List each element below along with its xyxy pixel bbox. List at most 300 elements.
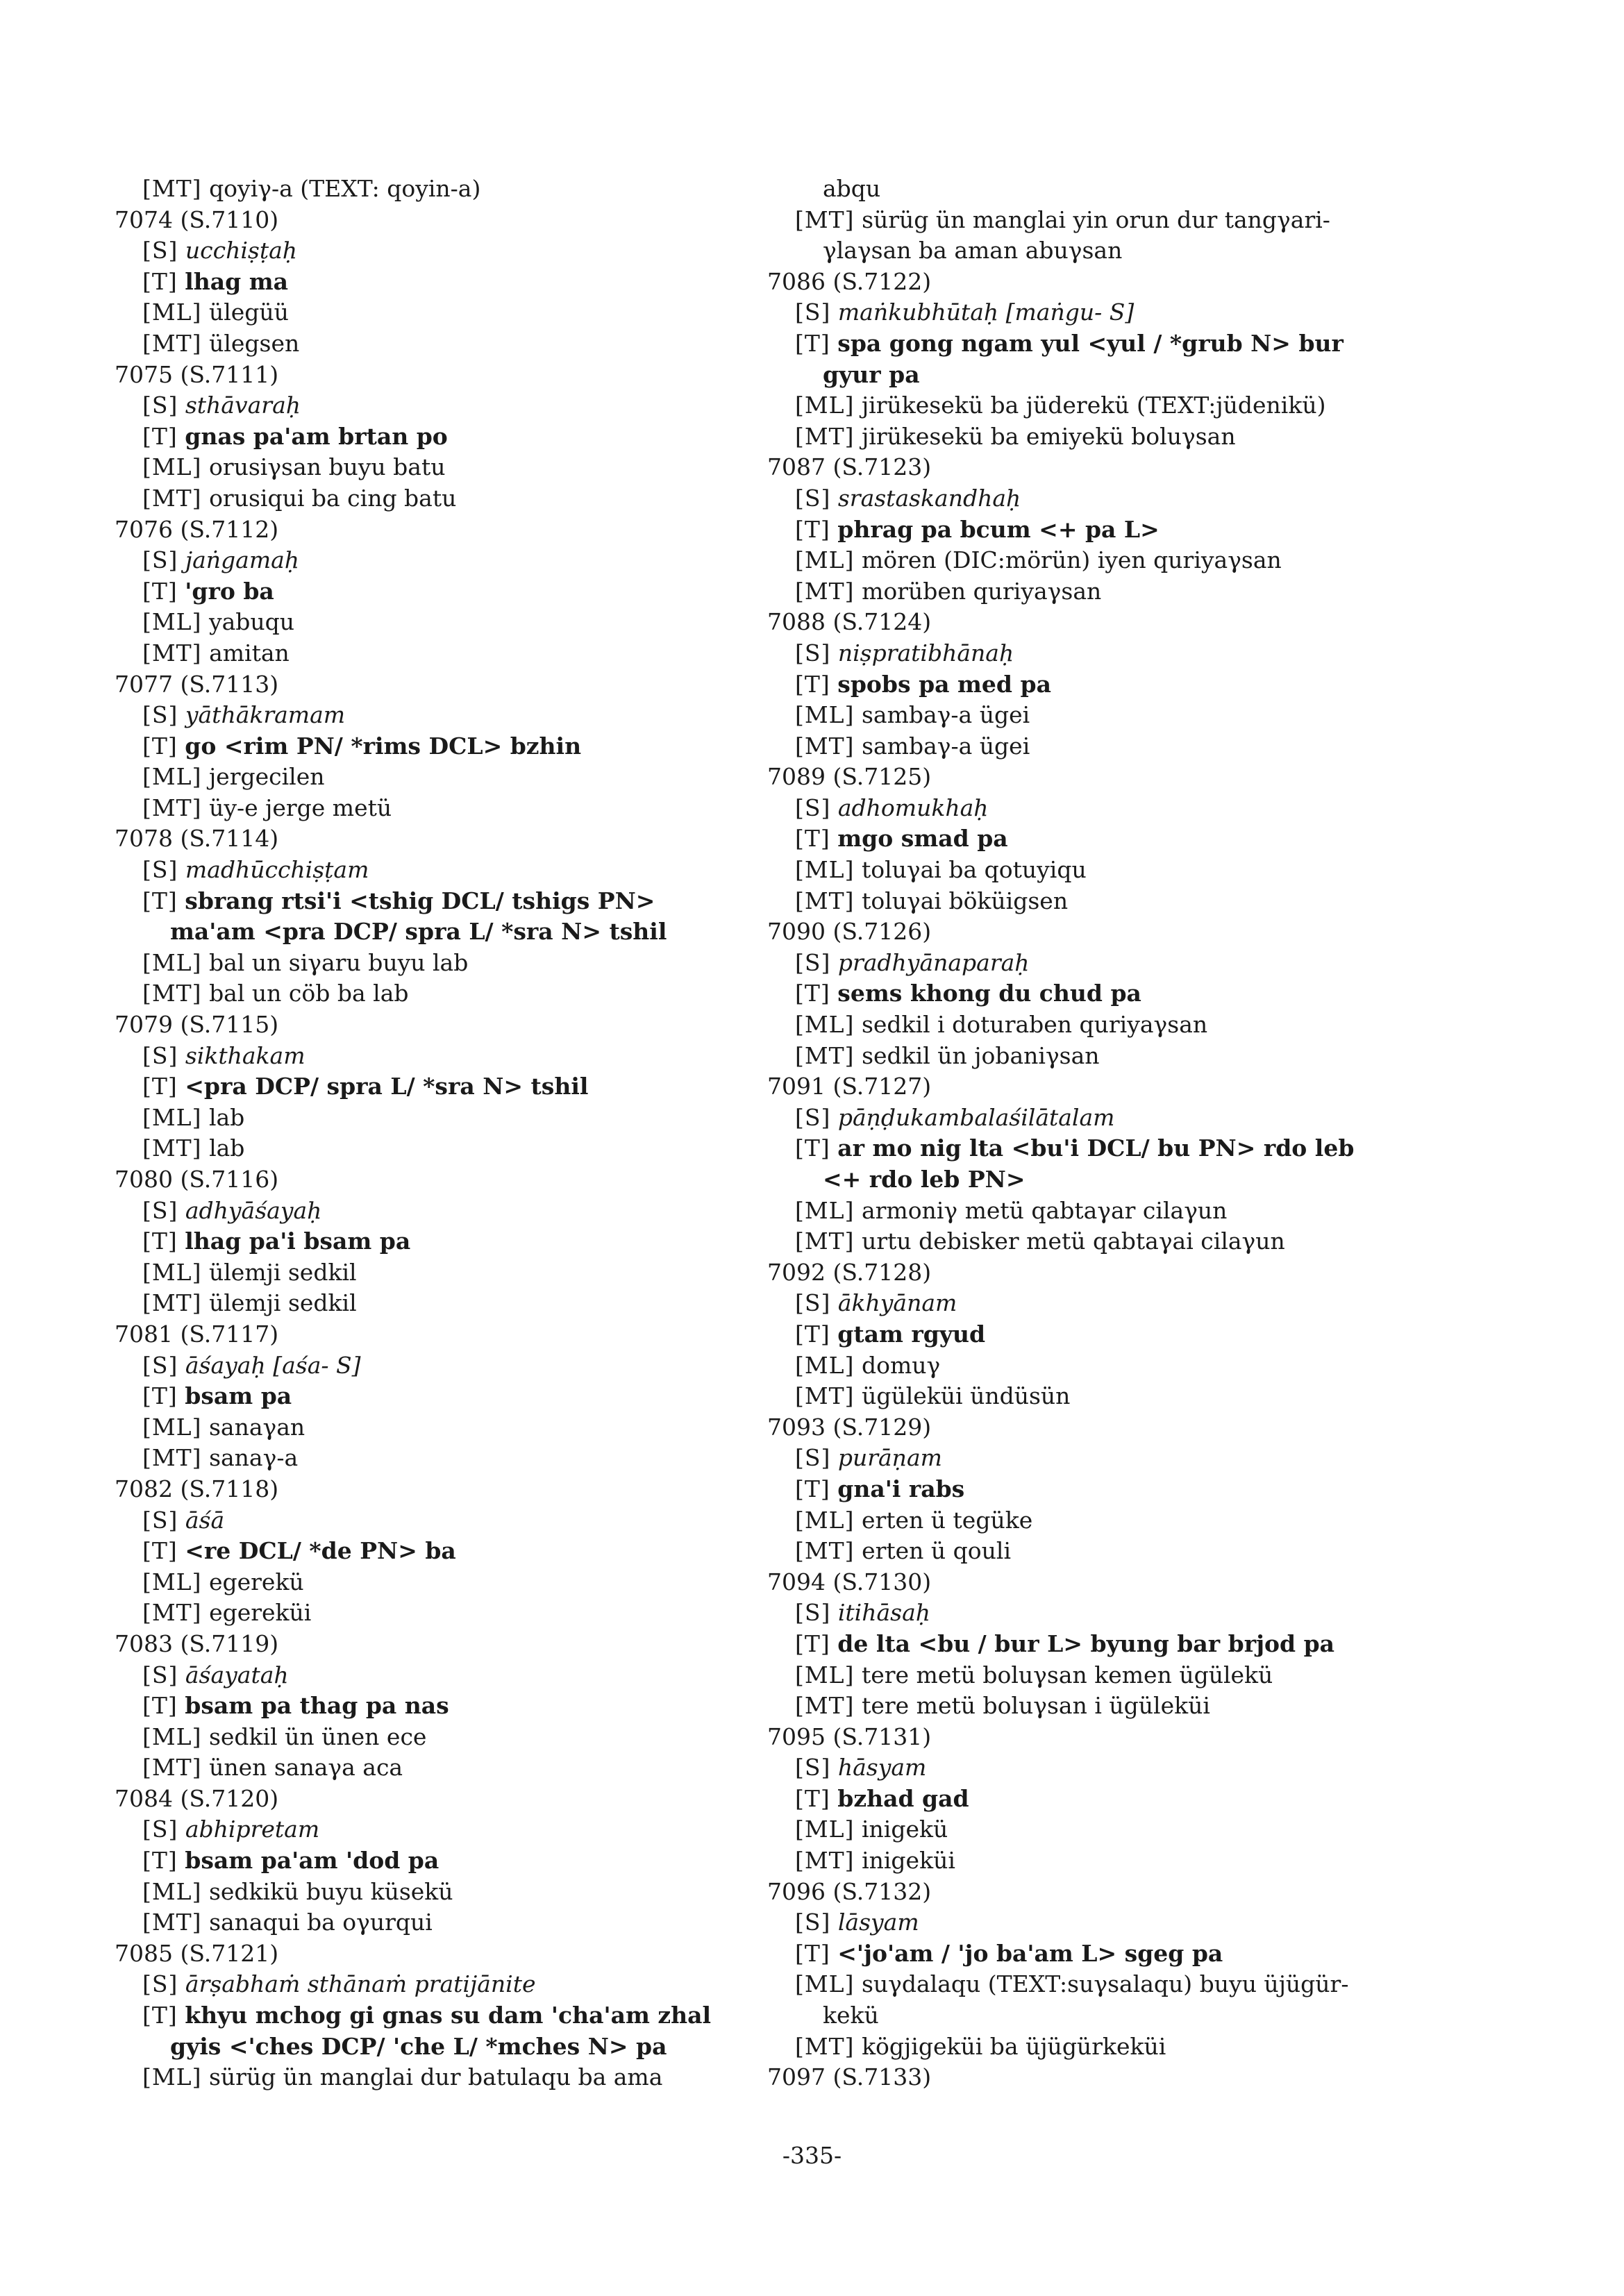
entry-tag: [MT] [142, 794, 202, 821]
entry-line [115, 1722, 760, 1753]
entry-text: sanaγ-a [209, 1444, 299, 1472]
entry-line [115, 297, 760, 328]
entry-text: sanaqui ba oγurqui [209, 1909, 433, 1936]
entry-tag: [S] [142, 392, 178, 419]
entry-text: domuγ [861, 1351, 941, 1379]
entry-tag: [S] [795, 1289, 831, 1317]
entry-tag: [S] [142, 701, 178, 729]
entry-line [115, 948, 760, 979]
entry-line [767, 174, 1434, 205]
entry-line [767, 1752, 1434, 1784]
entry-tag: [ML] [142, 608, 202, 636]
entry-line [115, 390, 760, 421]
entry-number [767, 1567, 1434, 1598]
entry-tag: [S] [142, 546, 178, 574]
entry-tag: [MT] [795, 1382, 855, 1410]
entry-line [115, 174, 760, 205]
entry-line [767, 1041, 1434, 1072]
entry-text: bsam pa thag pa nas [185, 1692, 449, 1720]
entry-text: erten ü qouli [862, 1537, 1011, 1565]
entry-tag: [ML] [795, 392, 855, 419]
entry-number [115, 1319, 760, 1350]
entry-text: gna'i rabs [837, 1475, 965, 1502]
entry-tag: [T] [142, 2002, 178, 2029]
entry-line [767, 1845, 1434, 1877]
entry-text: maṅkubhūtaḥ [maṅgu- S] [837, 299, 1135, 326]
entry-text: āśayataḥ [185, 1661, 289, 1689]
entry-line [115, 545, 760, 576]
entry-line [767, 1381, 1434, 1412]
entry-tag: [T] [795, 980, 830, 1007]
entry-line [767, 1350, 1434, 1382]
entry-text: 7080 (S.7116) [115, 1166, 279, 1193]
entry-tag: [T] [142, 1382, 178, 1410]
entry-line [115, 855, 760, 886]
entry-line [115, 267, 760, 298]
entry-line [115, 1877, 760, 1908]
entry-line [767, 948, 1434, 979]
entry-line [115, 1412, 760, 1443]
entry-line [115, 2031, 760, 2063]
entry-line [767, 1009, 1434, 1041]
entry-text: pradhyānaparaḥ [837, 948, 1030, 976]
entry-text: sambaγ-a ügei [861, 701, 1030, 729]
entry-line [767, 1691, 1434, 1722]
entry-text: mören (DIC:mörün) iyen quriyaγsan [861, 546, 1282, 574]
entry-tag: [T] [142, 1537, 178, 1565]
entry-line [115, 1536, 760, 1567]
entry-tag: [S] [142, 1816, 178, 1843]
entry-line [115, 452, 760, 483]
entry-number [767, 2062, 1434, 2093]
entry-line [767, 1660, 1434, 1691]
entry-line [115, 762, 760, 793]
entry-tag: [MT] [142, 1754, 202, 1782]
entry-text: go <rim PN/ *rims DCL> bzhin [185, 732, 582, 760]
entry-line [115, 1103, 760, 1134]
entry-text: sbrang rtsi'i <tshig DCL/ tshigs PN> [185, 887, 655, 914]
entry-tag: [S] [795, 639, 831, 667]
entry-number [115, 514, 760, 546]
entry-number [767, 607, 1434, 638]
entry-number [767, 267, 1434, 298]
entry-tag: [MT] [795, 206, 855, 233]
entry-tag: [ML] [142, 763, 202, 791]
entry-text: lhag pa'i bsam pa [185, 1227, 411, 1255]
entry-line [767, 483, 1434, 514]
entry-text: purāṇam [837, 1444, 942, 1472]
entry-text: üy-e jerge metü [209, 794, 392, 821]
entry-tag: [S] [142, 1661, 178, 1689]
entry-text: sedkikü buyu küsekü [208, 1877, 453, 1905]
entry-text: orusiqui ba cing batu [209, 484, 457, 512]
entry-tag: [ML] [142, 1103, 202, 1131]
entry-text: pāṇḍukambalaśilātalam [837, 1103, 1115, 1131]
entry-text: ügüleküi ündüsün [862, 1382, 1071, 1410]
entry-line [115, 1041, 760, 1072]
entry-line [767, 1164, 1434, 1196]
entry-text: ārṣabhaṁ sthānaṁ pratijānite [185, 1970, 536, 1998]
entry-line [767, 886, 1434, 917]
entry-text: 7079 (S.7115) [115, 1011, 279, 1039]
entry-tag: [S] [142, 856, 178, 884]
entry-tag: [ML] [795, 1351, 855, 1379]
entry-text: egereküi [209, 1599, 312, 1627]
entry-line [115, 1505, 760, 1536]
entry-text: niṣpratibhānaḥ [837, 639, 1014, 667]
entry-text: orusiγsan buyu batu [208, 453, 446, 481]
entry-text: gyur pa [823, 360, 920, 388]
entry-tag: [ML] [795, 1196, 855, 1224]
entry-text: 7085 (S.7121) [115, 1939, 279, 1967]
entry-tag: [S] [795, 948, 831, 976]
entry-number [767, 916, 1434, 948]
entry-tag: [ML] [142, 1413, 202, 1441]
entry-text: <re DCL/ *de PN> ba [185, 1537, 456, 1565]
entry-tag: [ML] [795, 856, 855, 884]
entry-text: hāsyam [837, 1754, 927, 1782]
entry-line [115, 1443, 760, 1474]
entry-line [767, 1629, 1434, 1660]
entry-text: <+ rdo leb PN> [823, 1166, 1026, 1193]
entry-text: gtam rgyud [837, 1320, 986, 1348]
entry-text: inigekü [861, 1816, 948, 1843]
entry-text: bal un siγaru buyu lab [208, 948, 469, 976]
entry-number [115, 360, 760, 391]
entry-tag: [T] [795, 329, 830, 357]
entry-tag: [T] [795, 1939, 830, 1967]
right-column [767, 174, 1434, 2093]
entry-text: lhag ma [185, 267, 289, 295]
entry-text: srastaskandhaḥ [837, 484, 1021, 512]
entry-line [767, 978, 1434, 1009]
entry-line [767, 2000, 1434, 2031]
entry-line [115, 1691, 760, 1722]
entry-text: 7088 (S.7124) [767, 608, 932, 636]
entry-tag: [S] [142, 237, 178, 265]
entry-number [767, 1412, 1434, 1443]
entry-line [115, 2062, 760, 2093]
entry-tag: [T] [142, 1847, 178, 1875]
entry-line [115, 1350, 760, 1382]
entry-text: sems khong du chud pa [837, 980, 1141, 1007]
entry-text: de lta <bu / bur L> byung bar brjod pa [837, 1629, 1335, 1657]
entry-line [115, 607, 760, 638]
entry-line [767, 328, 1434, 360]
entry-text: sanaγan [208, 1413, 305, 1441]
entry-text: kekü [823, 2002, 879, 2029]
entry-tag: [MT] [795, 1227, 855, 1255]
entry-number [115, 669, 760, 701]
entry-text: sthāvaraḥ [185, 392, 301, 419]
entry-tag: [MT] [795, 1847, 855, 1875]
entry-text: sürüg ün manglai yin orun dur tangγari- [862, 206, 1330, 233]
entry-tag: [MT] [142, 1909, 202, 1936]
entry-tag: [MT] [795, 2032, 855, 2060]
entry-tag: [ML] [795, 546, 855, 574]
entry-text: γlaγsan ba aman abuγsan [823, 237, 1123, 265]
entry-tag: [T] [795, 515, 830, 543]
entry-line [767, 1319, 1434, 1350]
entry-text: bzhad gad [837, 1784, 969, 1812]
entry-line [115, 731, 760, 762]
entry-tag: [S] [795, 1599, 831, 1627]
entry-text: abqu [823, 175, 881, 202]
entry-text: jaṅgamaḥ [185, 546, 300, 574]
entry-line [767, 235, 1434, 267]
entry-line [115, 1752, 760, 1784]
entry-text: madhūcchiṣṭam [185, 856, 369, 884]
entry-text: ucchiṣṭaḥ [185, 237, 298, 265]
entry-number [115, 1474, 760, 1505]
entry-line [115, 1226, 760, 1257]
entry-text: 7092 (S.7128) [767, 1258, 932, 1286]
entry-text: 7093 (S.7129) [767, 1413, 932, 1441]
entry-line [115, 235, 760, 267]
entry-text: yabuqu [208, 608, 295, 636]
entry-tag: [S] [142, 1351, 178, 1379]
entry-tag: [S] [795, 1909, 831, 1936]
entry-tag: [MT] [795, 1537, 855, 1565]
entry-line [767, 700, 1434, 731]
entry-text: 7081 (S.7117) [115, 1320, 279, 1348]
entry-line [115, 1660, 760, 1691]
entry-line [115, 916, 760, 948]
entry-tag: [S] [795, 484, 831, 512]
entry-tag: [T] [795, 1134, 830, 1162]
entry-tag: [ML] [795, 1506, 855, 1534]
entry-line [115, 1196, 760, 1227]
entry-line [767, 1505, 1434, 1536]
entry-text: adhyāśayaḥ [185, 1196, 322, 1224]
entry-line [767, 669, 1434, 701]
entry-line [767, 638, 1434, 669]
entry-text: 7086 (S.7122) [767, 267, 932, 295]
entry-line [767, 1598, 1434, 1629]
entry-text: lāsyam [837, 1909, 919, 1936]
entry-tag: [MT] [142, 329, 202, 357]
entry-line [767, 390, 1434, 421]
entry-text: abhipretam [185, 1816, 320, 1843]
entry-text: itihāsaḥ [837, 1599, 931, 1627]
entry-text: egerekü [208, 1568, 304, 1595]
entry-text: urtu debisker metü qabtaγai cilaγun [862, 1227, 1285, 1255]
entry-text: bsam pa [185, 1382, 292, 1410]
entry-line [115, 2000, 760, 2031]
entry-number [115, 823, 760, 855]
entry-text: 7094 (S.7130) [767, 1568, 932, 1595]
entry-text: sürüg ün manglai dur batulaqu ba ama [208, 2063, 663, 2091]
entry-text: 7082 (S.7118) [115, 1475, 279, 1502]
entry-tag: [MT] [142, 1134, 202, 1162]
entry-text: ülemji sedkil [208, 1258, 357, 1286]
entry-text: 7091 (S.7127) [767, 1073, 932, 1100]
entry-line [115, 483, 760, 514]
entry-text: <'jo'am / 'jo ba'am L> sgeg pa [837, 1939, 1223, 1967]
entry-text: yāthākramam [185, 701, 346, 729]
entry-tag: [T] [795, 1320, 830, 1348]
entry-text: 7097 (S.7133) [767, 2063, 932, 2091]
entry-text: tere metü boluγsan i ügüleküi [862, 1692, 1210, 1720]
entry-text: mgo smad pa [837, 825, 1008, 853]
entry-line [767, 576, 1434, 607]
entry-tag: [MT] [142, 1289, 202, 1317]
entry-tag: [ML] [795, 1970, 855, 1998]
entry-text: 7076 (S.7112) [115, 515, 279, 543]
entry-text: āśā [185, 1506, 225, 1534]
entry-line [767, 1814, 1434, 1845]
entry-text: ülemji sedkil [209, 1289, 357, 1317]
entry-tag: [T] [142, 1073, 178, 1100]
entry-text: 7078 (S.7114) [115, 825, 279, 853]
entry-tag: [T] [795, 825, 830, 853]
entry-text: spa gong ngam yul <yul / *grub N> bur [837, 329, 1343, 357]
entry-line [115, 1845, 760, 1877]
entry-text: ülegsen [209, 329, 300, 357]
entry-tag: [MT] [795, 1692, 855, 1720]
entry-line [115, 978, 760, 1009]
entry-text: ma'am <pra DCP/ spra L/ *sra N> tshil [170, 918, 667, 946]
left-column [115, 174, 760, 2093]
entry-text: bal un cöb ba lab [209, 980, 409, 1007]
entry-text: toluγai ba qotuyiqu [861, 856, 1087, 884]
entry-line [115, 886, 760, 917]
entry-text: āśayaḥ [aśa- S] [185, 1351, 361, 1379]
entry-tag: [MT] [795, 422, 855, 450]
entry-text: amitan [209, 639, 290, 667]
entry-tag: [T] [795, 1629, 830, 1657]
entry-text: phrag pa bcum <+ pa L> [837, 515, 1160, 543]
entry-line [767, 1969, 1434, 2000]
entry-line [767, 1288, 1434, 1319]
entry-tag: [MT] [142, 1599, 202, 1627]
entry-number [767, 1257, 1434, 1289]
entry-text: erten ü tegüke [861, 1506, 1033, 1534]
entry-text: 7074 (S.7110) [115, 206, 279, 233]
entry-number [115, 1938, 760, 1970]
entry-tag: [MT] [142, 639, 202, 667]
entry-line [115, 1567, 760, 1598]
entry-text: spobs pa med pa [837, 670, 1051, 698]
entry-text: sedkil i doturaben quriyaγsan [861, 1011, 1208, 1039]
entry-tag: [ML] [142, 1568, 202, 1595]
entry-text: 7084 (S.7120) [115, 1784, 279, 1812]
entry-text: <pra DCP/ spra L/ *sra N> tshil [185, 1073, 589, 1100]
entry-text: 7095 (S.7131) [767, 1723, 932, 1750]
entry-number [115, 1784, 760, 1815]
entry-tag: [T] [142, 267, 178, 295]
entry-text: ünen sanaγa aca [209, 1754, 403, 1782]
entry-text: inigeküi [862, 1847, 955, 1875]
entry-tag: [ML] [795, 1816, 855, 1843]
entry-line [767, 793, 1434, 824]
entry-tag: [ML] [142, 2063, 202, 2091]
entry-tag: [T] [795, 1784, 830, 1812]
entry-number [767, 1722, 1434, 1753]
entry-tag: [S] [142, 1041, 178, 1069]
entry-line [767, 855, 1434, 886]
entry-text: ar mo nig lta <bu'i DCL/ bu PN> rdo leb [837, 1134, 1355, 1162]
entry-tag: [ML] [795, 1661, 855, 1689]
entry-text: kögjigeküi ba üjügürkeküi [862, 2032, 1166, 2060]
entry-tag: [S] [795, 1103, 831, 1131]
entry-line [767, 360, 1434, 391]
entry-text: suγdalaqu (TEXT:suγsalaqu) buyu üjügür- [861, 1970, 1349, 1998]
entry-tag: [S] [795, 794, 831, 821]
entry-text: jergecilen [208, 763, 325, 791]
entry-line [115, 1969, 760, 2000]
entry-tag: [T] [142, 577, 178, 605]
entry-text: 'gro ba [185, 577, 274, 605]
entry-text: khyu mchog gi gnas su dam 'cha'am zhal [185, 2002, 712, 2029]
entry-line [767, 545, 1434, 576]
entry-text: sedkil ün ünen ece [208, 1723, 427, 1750]
entry-text: sambaγ-a ügei [862, 732, 1030, 760]
entry-tag: [T] [142, 732, 178, 760]
entry-text: ākhyānam [837, 1289, 957, 1317]
entry-line [767, 731, 1434, 762]
entry-tag: [ML] [142, 1877, 202, 1905]
entry-tag: [ML] [142, 1723, 202, 1750]
entry-tag: [ML] [795, 701, 855, 729]
entry-line [767, 1784, 1434, 1815]
entry-line [115, 576, 760, 607]
entry-number [115, 1164, 760, 1196]
entry-line [115, 328, 760, 360]
entry-line [767, 1474, 1434, 1505]
entry-line [115, 1598, 760, 1629]
entry-text: ülegüü [208, 299, 289, 326]
entry-text: qoyiγ-a (TEXT: qoyin-a) [209, 175, 481, 202]
entry-text: lab [208, 1103, 245, 1131]
entry-tag: [MT] [795, 887, 855, 914]
entry-text: toluγai böküigsen [862, 887, 1069, 914]
entry-tag: [T] [142, 1227, 178, 1255]
entry-text: tere metü boluγsan kemen ügülekü [861, 1661, 1273, 1689]
entry-text: 7096 (S.7132) [767, 1877, 932, 1905]
entry-line [115, 1257, 760, 1289]
entry-tag: [MT] [142, 484, 202, 512]
entry-tag: [S] [142, 1970, 178, 1998]
entry-line [767, 1133, 1434, 1164]
entry-tag: [T] [142, 887, 178, 914]
entry-tag: [S] [795, 1444, 831, 1472]
entry-line [767, 823, 1434, 855]
entry-line [115, 1907, 760, 1938]
entry-text: bsam pa'am 'dod pa [185, 1847, 440, 1875]
entry-line [115, 1381, 760, 1412]
entry-line [767, 1938, 1434, 1970]
entry-line [767, 1226, 1434, 1257]
entry-line [767, 514, 1434, 546]
entry-tag: [S] [142, 1196, 178, 1224]
entry-text: jirükesekü ba jüderekü (TEXT:jüdenikü) [861, 392, 1326, 419]
entry-text: jirükesekü ba emiyekü boluγsan [862, 422, 1236, 450]
entry-tag: [ML] [142, 1258, 202, 1286]
entry-text: 7077 (S.7113) [115, 670, 279, 698]
entry-number [767, 452, 1434, 483]
entry-number [767, 1071, 1434, 1103]
entry-line [115, 638, 760, 669]
entry-tag: [MT] [142, 980, 202, 1007]
entry-tag: [T] [142, 422, 178, 450]
entry-text: gnas pa'am brtan po [185, 422, 448, 450]
entry-line [115, 1133, 760, 1164]
entry-tag: [T] [142, 1692, 178, 1720]
entry-text: lab [209, 1134, 245, 1162]
entry-number [115, 205, 760, 236]
entry-text: sedkil ün jobaniγsan [862, 1041, 1100, 1069]
